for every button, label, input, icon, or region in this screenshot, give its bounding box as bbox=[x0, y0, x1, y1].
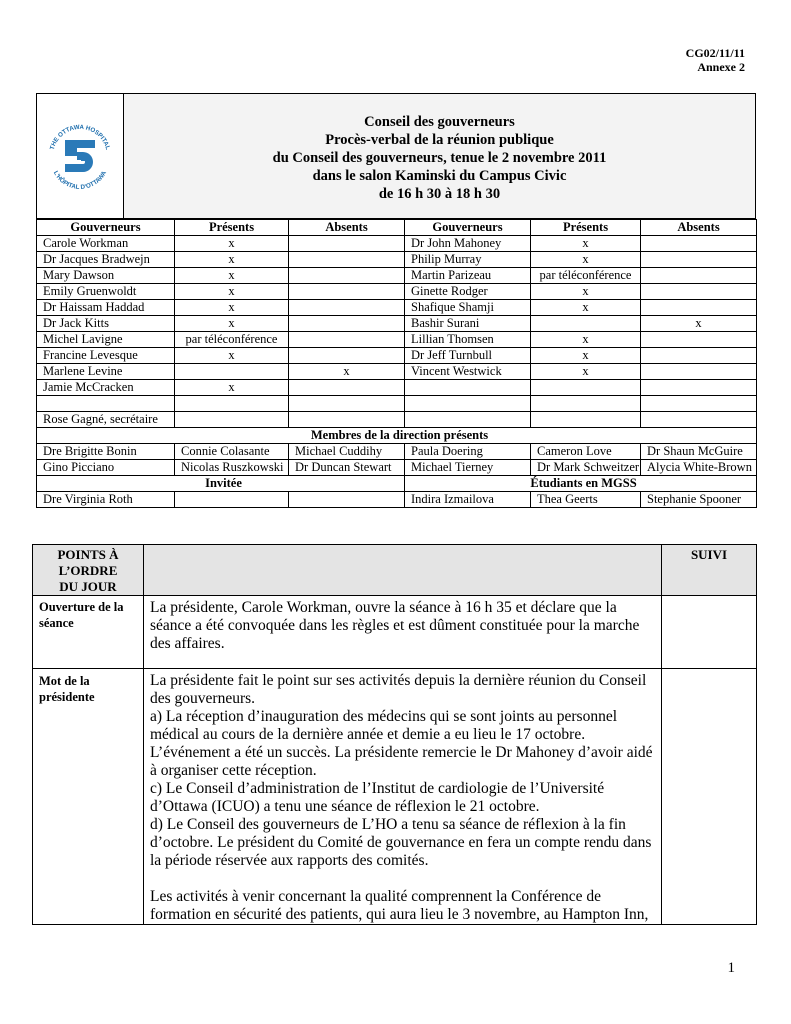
direction-member: Dr Duncan Stewart bbox=[289, 460, 405, 476]
attendance-row bbox=[37, 332, 757, 348]
attendance-cell: Mary Dawson bbox=[37, 268, 175, 284]
logo-cell bbox=[37, 94, 124, 218]
attendance-cell bbox=[531, 412, 641, 428]
attendance-row bbox=[37, 316, 757, 332]
direction-member: Dr Shaun McGuire bbox=[641, 444, 757, 460]
doc-ref-code: CG02/11/11 bbox=[685, 46, 745, 60]
attendance-cell: Shafique Shamji bbox=[405, 300, 531, 316]
attendance-cell bbox=[37, 396, 175, 412]
agenda-header-points: POINTS À L’ORDRE DU JOUR bbox=[33, 545, 144, 596]
direction-member: Dre Brigitte Bonin bbox=[37, 444, 175, 460]
attendance-cell: x bbox=[175, 300, 289, 316]
students-heading: Étudiants en MGSS bbox=[405, 476, 757, 492]
attendance-cell: x bbox=[531, 332, 641, 348]
column-header: Absents bbox=[641, 220, 757, 236]
guest-students-heading-row bbox=[37, 476, 757, 492]
attendance-cell: x bbox=[175, 316, 289, 332]
paragraph: a) La réception d’inauguration des médecins qui se sont joints au personnel médical au cours de la dernière année et demie a eu lieu le 17 octobre. L’événement a été un succès. La présidente remercie le Dr Mahoney d’avoir aidé à organiser cette réception. bbox=[150, 708, 653, 779]
attendance-cell: Rose Gagné, secrétaire bbox=[37, 412, 175, 428]
attendance-cell: x bbox=[289, 364, 405, 380]
title-line-1: Conseil des gouverneurs bbox=[364, 114, 515, 130]
attendance-cell: Dr Jeff Turnbull bbox=[405, 348, 531, 364]
attendance-cell bbox=[175, 396, 289, 412]
attendance-cell: par téléconférence bbox=[175, 332, 289, 348]
attendance-cell bbox=[289, 396, 405, 412]
attendance-table bbox=[36, 219, 757, 508]
attendance-cell bbox=[175, 412, 289, 428]
title-line-3: du Conseil des gouverneurs, tenue le 2 novembre 2011 bbox=[272, 150, 607, 166]
attendance-cell bbox=[641, 252, 757, 268]
attendance-cell bbox=[289, 332, 405, 348]
page-number: 1 bbox=[727, 960, 735, 976]
title-line-2: Procès-verbal de la réunion publique bbox=[325, 132, 554, 148]
meeting-title bbox=[124, 113, 755, 203]
attendance-row bbox=[37, 364, 757, 380]
attendance-cell bbox=[641, 284, 757, 300]
direction-member: Dr Mark Schweitzer bbox=[531, 460, 641, 476]
attendance-cell: x bbox=[175, 236, 289, 252]
attendance-cell bbox=[641, 348, 757, 364]
attendance-cell: x bbox=[531, 348, 641, 364]
paragraph: Les activités à venir concernant la qualité comprennent la Conférence de formation en sécurité des patients, qui aura lieu le 3 novembre, au Hampton Inn, bbox=[150, 888, 649, 923]
attendance-cell bbox=[289, 380, 405, 396]
attendance-cell bbox=[289, 268, 405, 284]
attendance-row bbox=[37, 396, 757, 412]
attendance-cell: x bbox=[175, 348, 289, 364]
document-header bbox=[36, 93, 756, 219]
attendance-cell: Jamie McCracken bbox=[37, 380, 175, 396]
guest-student-cell bbox=[175, 492, 289, 508]
attendance-cell: Dr Jack Kitts bbox=[37, 316, 175, 332]
attendance-cell: x bbox=[175, 284, 289, 300]
agenda-item-body: La présidente, Carole Workman, ouvre la séance à 16 h 35 et déclare que la séance a été convoquée dans les règles et est dûment constituée pour la marche des affaires. bbox=[144, 596, 662, 669]
agenda-item-label: Ouverture de la séance bbox=[33, 596, 144, 669]
paragraph: La présidente fait le point sur ses activités depuis la dernière réunion du Conseil des gouverneurs. bbox=[150, 672, 647, 707]
direction-member: Cameron Love bbox=[531, 444, 641, 460]
svg-text:L'HÔPITAL D'OTTAWA: L'HÔPITAL D'OTTAWA bbox=[51, 169, 109, 192]
attendance-cell: x bbox=[175, 268, 289, 284]
agenda-item-label: Mot de la présidente bbox=[33, 669, 144, 925]
attendance-row bbox=[37, 252, 757, 268]
attendance-cell: x bbox=[175, 252, 289, 268]
doc-ref-annex: Annexe 2 bbox=[697, 60, 745, 74]
guest-heading: Invitée bbox=[37, 476, 405, 492]
attendance-cell bbox=[641, 396, 757, 412]
attendance-row bbox=[37, 300, 757, 316]
attendance-cell: x bbox=[641, 316, 757, 332]
attendance-row bbox=[37, 284, 757, 300]
direction-member: Paula Doering bbox=[405, 444, 531, 460]
attendance-cell: x bbox=[531, 236, 641, 252]
attendance-cell bbox=[531, 316, 641, 332]
agenda-item-followup bbox=[662, 669, 757, 925]
attendance-cell: Martin Parizeau bbox=[405, 268, 531, 284]
attendance-cell bbox=[289, 300, 405, 316]
attendance-cell: Marlene Levine bbox=[37, 364, 175, 380]
attendance-row bbox=[37, 412, 757, 428]
column-header: Gouverneurs bbox=[405, 220, 531, 236]
attendance-cell bbox=[289, 284, 405, 300]
agenda-item-body bbox=[144, 669, 662, 925]
direction-member: Alycia White-Brown bbox=[641, 460, 757, 476]
attendance-cell bbox=[641, 300, 757, 316]
attendance-cell bbox=[641, 236, 757, 252]
direction-heading: Membres de la direction présents bbox=[37, 428, 757, 444]
attendance-cell: x bbox=[531, 364, 641, 380]
attendance-cell bbox=[405, 380, 531, 396]
direction-member: Connie Colasante bbox=[175, 444, 289, 460]
attendance-cell: Ginette Rodger bbox=[405, 284, 531, 300]
attendance-cell bbox=[405, 396, 531, 412]
column-header: Présents bbox=[175, 220, 289, 236]
attendance-cell: par téléconférence bbox=[531, 268, 641, 284]
attendance-cell bbox=[175, 364, 289, 380]
guest-students-row bbox=[37, 492, 757, 508]
attendance-cell: Emily Gruenwoldt bbox=[37, 284, 175, 300]
title-line-4: dans le salon Kaminski du Campus Civic bbox=[312, 168, 567, 184]
attendance-row bbox=[37, 348, 757, 364]
attendance-cell: Dr John Mahoney bbox=[405, 236, 531, 252]
guest-student-cell: Indira Izmailova bbox=[405, 492, 531, 508]
paragraph: d) Le Conseil des gouverneurs de L’HO a tenu sa séance de réflexion à la fin d’octobre. Le président du Comité de gouvernance en fera un compte rendu dans la période réservée aux rapports des comités. bbox=[150, 816, 652, 869]
direction-row bbox=[37, 444, 757, 460]
attendance-cell: Lillian Thomsen bbox=[405, 332, 531, 348]
document-reference bbox=[686, 46, 745, 74]
attendance-row bbox=[37, 236, 757, 252]
attendance-cell bbox=[405, 412, 531, 428]
guest-student-cell: Thea Geerts bbox=[531, 492, 641, 508]
attendance-cell: x bbox=[531, 284, 641, 300]
column-header: Gouverneurs bbox=[37, 220, 175, 236]
attendance-cell bbox=[641, 268, 757, 284]
attendance-cell: Philip Murray bbox=[405, 252, 531, 268]
attendance-cell: x bbox=[175, 380, 289, 396]
attendance-cell: x bbox=[531, 252, 641, 268]
attendance-cell bbox=[641, 332, 757, 348]
attendance-cell: Bashir Surani bbox=[405, 316, 531, 332]
attendance-cell bbox=[289, 316, 405, 332]
agenda-header-blank bbox=[144, 545, 662, 596]
attendance-cell bbox=[289, 236, 405, 252]
attendance-cell: x bbox=[531, 300, 641, 316]
agenda-item bbox=[33, 669, 757, 925]
direction-row bbox=[37, 460, 757, 476]
column-header: Présents bbox=[531, 220, 641, 236]
attendance-cell: Dr Jacques Bradwejn bbox=[37, 252, 175, 268]
agenda-header-row bbox=[33, 545, 757, 596]
attendance-cell: Dr Haissam Haddad bbox=[37, 300, 175, 316]
attendance-cell: Carole Workman bbox=[37, 236, 175, 252]
attendance-cell bbox=[289, 412, 405, 428]
ottawa-hospital-logo bbox=[37, 94, 123, 218]
agenda-item bbox=[33, 596, 757, 669]
direction-member: Michael Cuddihy bbox=[289, 444, 405, 460]
direction-member: Nicolas Ruszkowski bbox=[175, 460, 289, 476]
guest-student-cell bbox=[289, 492, 405, 508]
attendance-row bbox=[37, 380, 757, 396]
attendance-cell bbox=[531, 380, 641, 396]
attendance-cell bbox=[641, 364, 757, 380]
guest-student-cell: Stephanie Spooner bbox=[641, 492, 757, 508]
attendance-cell: Vincent Westwick bbox=[405, 364, 531, 380]
attendance-cell bbox=[641, 380, 757, 396]
title-line-5: de 16 h 30 à 18 h 30 bbox=[378, 186, 501, 202]
attendance-cell: Francine Levesque bbox=[37, 348, 175, 364]
column-header: Absents bbox=[289, 220, 405, 236]
agenda-item-followup bbox=[662, 596, 757, 669]
direction-member: Michael Tierney bbox=[405, 460, 531, 476]
guest-student-cell: Dre Virginia Roth bbox=[37, 492, 175, 508]
attendance-cell bbox=[289, 348, 405, 364]
direction-member: Gino Picciano bbox=[37, 460, 175, 476]
attendance-row bbox=[37, 268, 757, 284]
attendance-cell bbox=[531, 396, 641, 412]
agenda-header-suivi: SUIVI bbox=[662, 545, 757, 596]
attendance-cell bbox=[641, 412, 757, 428]
svg-text:THE OTTAWA HOSPITAL: THE OTTAWA HOSPITAL bbox=[48, 123, 112, 151]
paragraph: c) Le Conseil d’administration de l’Institut de cardiologie de l’Université d’Ottawa (ICUO) a tenu une séance de réflexion le 21 octobre. bbox=[150, 780, 605, 815]
attendance-cell bbox=[289, 252, 405, 268]
direction-heading-row bbox=[37, 428, 757, 444]
agenda-table bbox=[32, 544, 757, 925]
attendance-header-row bbox=[37, 220, 757, 236]
attendance-cell: Michel Lavigne bbox=[37, 332, 175, 348]
